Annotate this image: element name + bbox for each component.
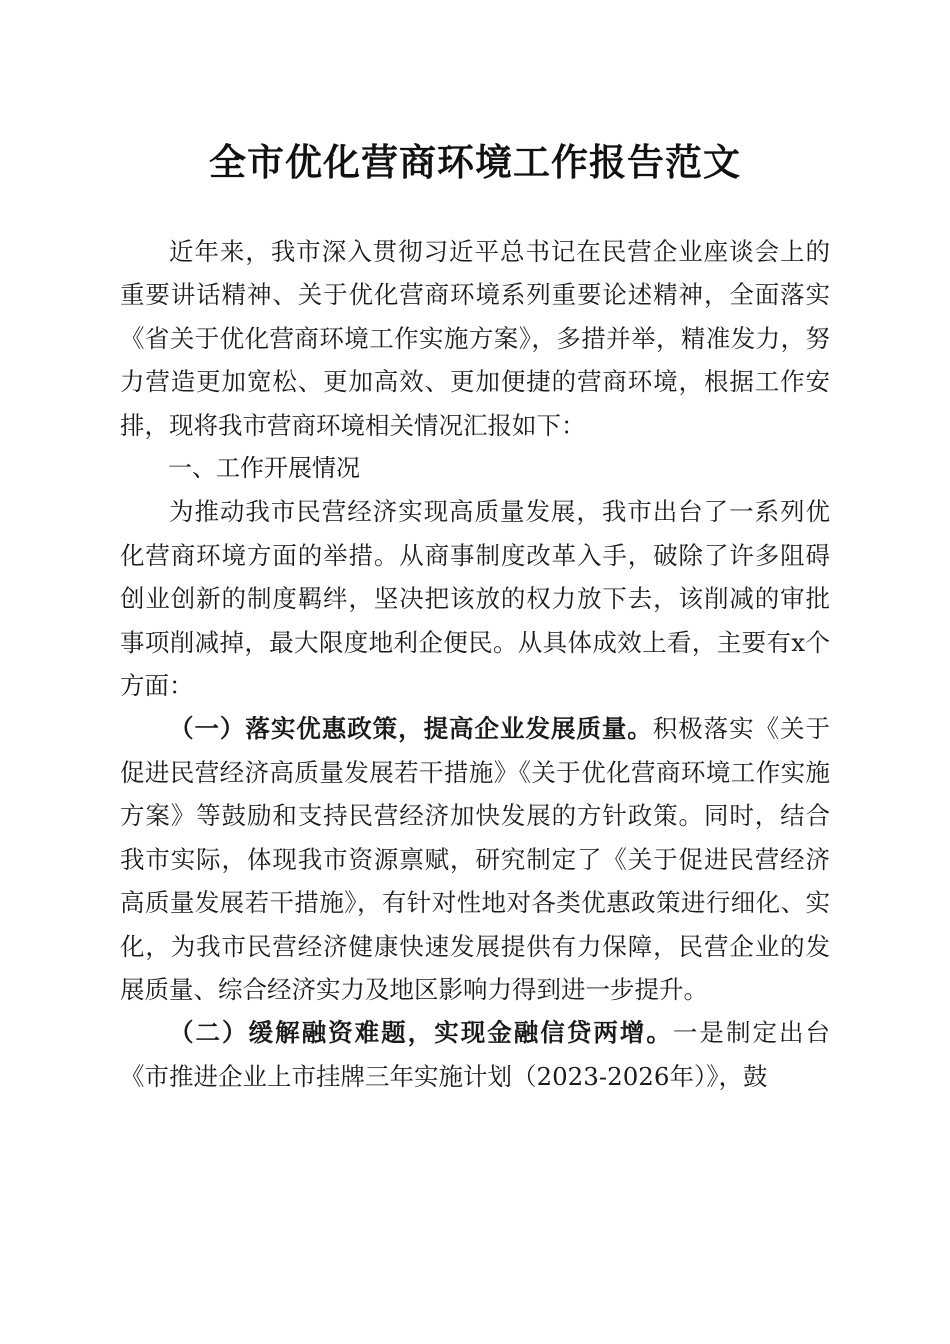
section-heading: 一、工作开展情况 xyxy=(168,454,360,483)
document-body xyxy=(120,230,830,1098)
section-paragraph: 为推动我市民营经济实现高质量发展，我市出台了一系列优化营商环境方面的举措。从商事制度改革入手，破除了许多阻碍创业创新的制度羁绊，坚决把该放的权力放下去，该削减的审批事项削减掉，最大限度地利企便民。从具体成效上看，主要有x个方面： xyxy=(120,497,830,701)
item-paragraph-1 xyxy=(120,707,830,1011)
item-text-2: 一是制定出台《市推进企业上市挂牌三年实施计划（2023-2026年）》，鼓 xyxy=(120,1018,831,1091)
item-paragraph-2 xyxy=(120,1011,830,1098)
intro-paragraph: 近年来，我市深入贯彻习近平总书记在民营企业座谈会上的重要讲话精神、关于优化营商环境系列重要论述精神，全面落实《省关于优化营商环境工作实施方案》，多措并举，精准发力，努力营造更加宽松、更加高效、更加便捷的营商环境，根据工作安排，现将我市营商环境相关情况汇报如下： xyxy=(120,237,830,440)
document-title: 全市优化营商环境工作报告范文 xyxy=(209,140,741,184)
item-text-1: 积极落实《关于促进民营经济高质量发展若干措施》《关于优化营商环境工作实施方案》等鼓励和支持民营经济加快发展的方针政策。同时，结合我市实际，体现我市资源禀赋，研究制定了《关于促进民营经济高质量发展若干措施》，有针对性地对各类优惠政策进行细化、实化，为我市民营经济健康快速发展提供有力保障，民营企业的发展质量、综合经济实力及地区影响力得到进一步提升。 xyxy=(120,714,831,1004)
item-lead-1: （一）落实优惠政策，提高企业发展质量。 xyxy=(169,714,653,744)
item-lead-2: （二）缓解融资难题，实现金融信贷两增。 xyxy=(169,1018,673,1048)
